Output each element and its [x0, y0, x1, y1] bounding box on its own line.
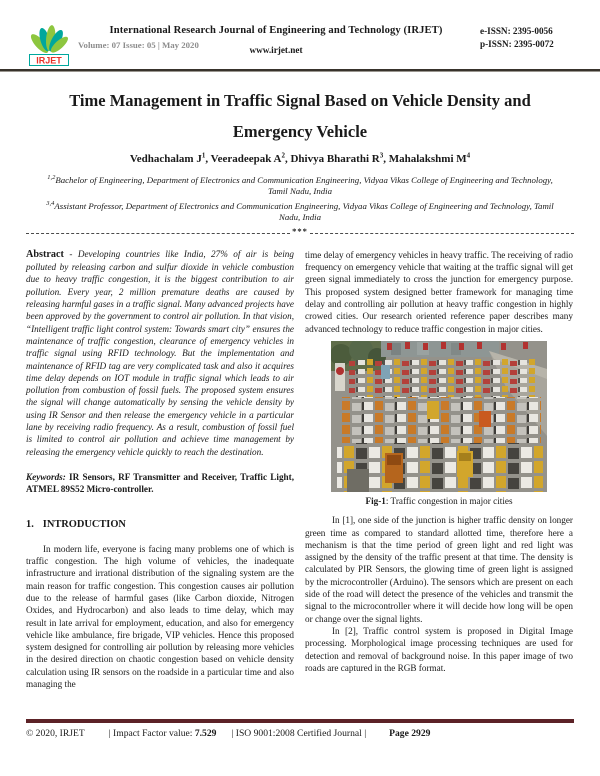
affiliation-1: $^{1,2}$Bachelor of Engineering, Department of Electronics and Communication Engineering, Vidyaa Vikas College of Engineering and Technology, Tamil Nadu, India	[47, 173, 553, 197]
paper-title	[0, 85, 600, 147]
footer-page-number: Page 2929	[389, 727, 431, 739]
keywords-label: Keywords:	[26, 471, 66, 482]
body-columns	[0, 248, 600, 691]
right-paragraph-1: time delay of emergency vehicles in heavy traffic. The receiving of radio frequency on emergency vehicle that waiting at the traffic signal will get green signal immediately to cross the junction for emergency purpose. This proposed system designed better framework for managing time delay and controlling air pollution at heavy traffic congestion in highly crowed cities. Our research oriented reference paper describes many advanced technology to reduce traffic congestion in major cities.	[305, 249, 573, 334]
issn-block	[480, 24, 574, 51]
paper-title-line1: Time Management in Traffic Signal Based on Vehicle Density and	[69, 91, 531, 110]
traffic-congestion-photo	[331, 341, 547, 492]
separator-dashes-left	[26, 233, 290, 234]
author-list	[0, 151, 600, 165]
author-4: Mahalakshmi $M^4$	[388, 151, 471, 165]
journal-title: International Research Journal of Engineering and Technology (IRJET)	[109, 25, 443, 36]
footer-copyright: © 2020, IRJET	[26, 727, 85, 739]
footer-iso: | ISO 9001:2008 Certified Journal |	[231, 727, 367, 739]
introduction-paragraph: In modern life, everyone is facing many problems one of which is traffic congestion. The high volume of vehicles, the inadequate infrastructure and irrational distribution of the signaling system are the main reason for traffic congestion. This congestion causes air pollution due to the release of harmful gases (like Carbon dioxide, Nitrogen Oxides, and Hydrocarbon) and also leads to time delay, which may result in late arrival for employment, education, and also for emergency vehicle like ambulance, fire brigade, VIP vehicles. Hence this proposed system designed for controlling air pollution by releasing more vehicles in the desired direction on chaotic congestion based on vehicle density calculation using IR sensors on the roadside in a particular time and also managing the	[26, 543, 294, 690]
affiliation-2: $^{3,4}$Assistant Professor, Department of Electronics and Communication Engineering, Vidyaa Vikas College of Engineering and Technology, Tamil Nadu, India	[46, 199, 554, 223]
volume-issue-date: Volume: 07 Issue: 05 | May 2020	[78, 40, 199, 50]
abstract-text: Developing countries like India, 27% of air is being polluted by releasing carbon and sulfur dioxide in vehicle combustion due to heavy traffic congestion, it is the biggest contribution to air pollution. Every year, 2 million premature deaths are caused by releasing harmful gases in a traffic signal. Many advanced projects have been approved by the government to control air pollution. In that vision, “Intelligent traffic light control system: Towards smart city” ensures the maintenance of traffic congestion, clearance of emergency vehicles in traffic signal using RFID technology. But the implementation and maintenance of RFID tag are very complicated task and also it acquires time delay depends on IOT module in traffic signal which leads to air pollution from combustion of fossil fuels. The proposed system ensures the signal will change automatically by sensing the vehicle density by using IR Sensor and then release the emergency vehicle in a particular lane by receiving radio frequency. As a result, combustion of fossil fuel is limited to control air pollution and achieve time management by releasing the emergency vehicle quickly to reach the destination.	[26, 248, 295, 457]
page-footer	[26, 719, 574, 739]
journal-website-link[interactable]: www.irjet.net	[249, 45, 303, 55]
separator-stars: ***	[292, 225, 308, 236]
journal-header	[0, 24, 600, 72]
keywords-text: IR Sensors, RF Transmitter and Receiver, Traffic Light, ATMEL 89S52 Micro-controller.	[26, 471, 294, 495]
figure-1	[305, 341, 573, 507]
paper-title-line2: Emergency Vehicle	[232, 122, 368, 141]
abstract-label: Abstract	[26, 248, 64, 260]
figure-1-caption: Fig-1: Traffic congestion in major cities	[365, 495, 513, 506]
affiliations	[0, 172, 600, 224]
header-divider-rule	[0, 69, 600, 72]
p-issn: p-ISSN: 2395-0072	[480, 39, 554, 49]
right-paragraph-ref2: In [2], Traffic control system is proposed in Digital Image processing. Morphological image processing techniques are used for detection and removal of background noise. In this paper image of two roads are captured in the RGB format.	[305, 625, 573, 673]
irjet-logo-icon	[26, 24, 72, 66]
right-column	[305, 248, 573, 691]
e-issn: e-ISSN: 2395-0056	[480, 26, 553, 36]
footer-impact-factor: | Impact Factor value: 7.529	[108, 727, 217, 739]
introduction-heading: 1. INTRODUCTION	[26, 518, 126, 530]
keywords-paragraph	[26, 471, 294, 496]
right-paragraph-ref1: In [1], one side of the junction is higher traffic density on longer green time as compared to standard allotted time, therefore here a mechanism is that the time period of green light and red light was assigned by the density of the traffic present at that time. The density is calculated by PIR Sensors, the glowing time of green light is assigned by the microcontroller (Arduino). The sensors which are present on each side of the road will detect the presence of the vehicles and transmit the signal to the microcontroller where it will decide how long will be open or change over the signal lights.	[305, 515, 573, 624]
author-3: Dhivya Bharathi $R^3$,	[290, 151, 389, 165]
left-column	[26, 248, 294, 691]
author-1: Vedhachalam $J^1$,	[129, 151, 211, 165]
irjet-logo-text: IRJET	[36, 55, 62, 66]
footer-divider-rule	[26, 719, 574, 723]
separator-dashes-right	[310, 233, 574, 234]
abstract-paragraph: Abstract - Developing countries like India, 27% of air is being polluted by releasing carbon and sulfur dioxide in vehicle combustion due to heavy traffic congestion, it is the biggest contribution to air pollution. Every year, 2 million premature deaths are caused by releasing harmful gases in a traffic signal. Many advanced projects have been approved by the government to control air pollution. In that vision, “Intelligent traffic light control system: Towards smart city” ensures the maintenance of traffic congestion, clearance of emergency vehicles in traffic signal using RFID technology. But the implementation and maintenance of RFID tag are very complicated task and also it acquires time delay depends on IOT module in traffic signal which leads to air pollution from combustion of fossil fuels. The proposed system ensures the signal will change automatically by sensing the vehicle density by using IR Sensor and then release the emergency vehicle in a particular lane by receiving radio frequency. As a result, combustion of fossil fuel is limited to control air pollution and achieve time management by releasing the emergency vehicle quickly to reach the destination.	[26, 248, 295, 457]
author-2: Veeradeepak $A^2$,	[210, 151, 291, 165]
section-separator	[26, 225, 574, 239]
